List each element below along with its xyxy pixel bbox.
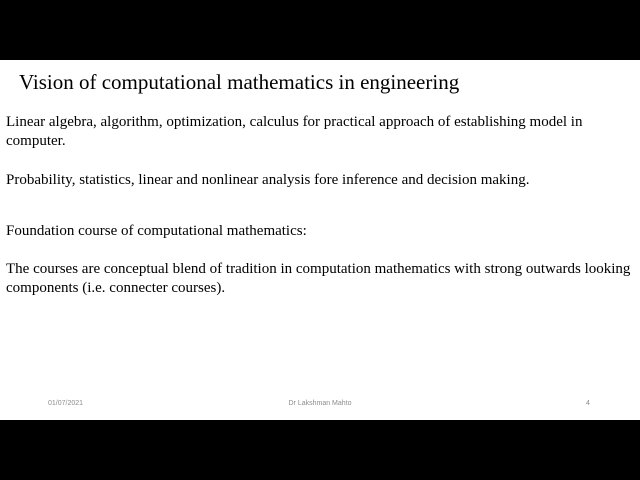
footer-author: Dr Lakshman Mahto	[288, 400, 352, 407]
paragraph-linear-algebra: Linear algebra, algorithm, optimization, calculus for practical approach of establishing model in computer.	[6, 114, 583, 149]
footer-date: 01/07/2021	[48, 400, 84, 407]
footer-page-number: 4	[586, 400, 590, 407]
slide-title: Vision of computational mathematics in engineering	[19, 70, 460, 94]
presentation-slide	[0, 60, 640, 420]
paragraph-probability: Probability, statistics, linear and nonlinear analysis fore inference and decision making.	[6, 172, 530, 188]
paragraph-foundation-course: Foundation course of computational mathematics:	[6, 223, 307, 239]
paragraph-courses-blend: The courses are conceptual blend of tradition in computation mathematics with strong outwards looking components (i.e. connecter courses).	[6, 261, 631, 296]
